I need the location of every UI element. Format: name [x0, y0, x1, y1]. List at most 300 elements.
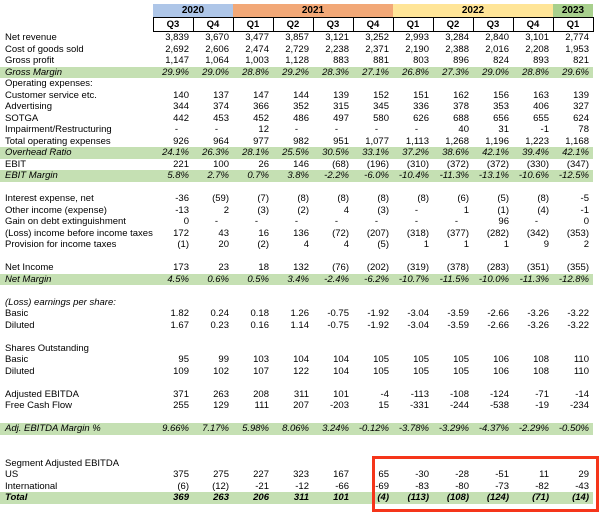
- cell: -3.26: [527, 319, 549, 331]
- cell: 2.7%: [193, 170, 233, 182]
- cell: 0.5%: [233, 274, 273, 286]
- cell: 96: [498, 216, 509, 227]
- cell: 1,223: [525, 135, 549, 147]
- row-label: (Loss) income before income taxes: [5, 227, 153, 239]
- cell: (8): [537, 193, 549, 204]
- cell: 111: [254, 400, 269, 411]
- cell: 33.1%: [353, 147, 393, 159]
- cell: (319): [406, 262, 429, 273]
- cell: 1,003: [245, 55, 269, 66]
- cell: 1,168: [565, 135, 589, 147]
- row-label: Interest expense, net: [5, 193, 94, 204]
- cell: 1: [503, 239, 509, 250]
- cell: 26.8%: [393, 67, 433, 79]
- cell: 25.5%: [273, 147, 313, 159]
- quarter-header-3-q2: Q2: [273, 18, 313, 32]
- cell: 162: [453, 89, 469, 101]
- cell: -3.29%: [433, 423, 473, 435]
- cell: 497: [333, 112, 349, 124]
- row-label: Adjusted EBITDA: [5, 388, 79, 400]
- cell: (202): [366, 262, 389, 273]
- cell: 0: [583, 216, 589, 227]
- row-other-income-expense: [0, 205, 593, 217]
- cell: 3,670: [205, 32, 229, 43]
- cell: -: [414, 204, 418, 216]
- cell: (1): [497, 204, 509, 216]
- cell: 4: [303, 239, 309, 250]
- row-label: Impairment/Restructuring: [5, 124, 112, 135]
- cell: (2): [257, 239, 269, 250]
- cell: -: [414, 216, 418, 227]
- cell: -12.8%: [553, 274, 593, 286]
- blank-cell: [0, 182, 593, 194]
- cell: 9.66%: [153, 423, 193, 435]
- cell: -14: [575, 388, 589, 400]
- cell: 3.4%: [273, 274, 313, 286]
- cell: -80: [455, 480, 469, 492]
- cell: -11.3%: [433, 170, 473, 182]
- cell: -2.66: [487, 308, 509, 319]
- cell: -69: [375, 480, 389, 492]
- cell: (353): [566, 227, 589, 239]
- cell: 173: [173, 262, 189, 273]
- cell: -3.26: [527, 308, 549, 319]
- cell: (372): [486, 158, 509, 170]
- cell: 2,238: [325, 43, 349, 55]
- cell: -538: [489, 400, 509, 411]
- row-label: Overhead Ratio: [0, 147, 153, 159]
- row-gain-on-debt-extinguishment: [0, 216, 593, 228]
- cell: 352: [293, 101, 309, 112]
- cell: (351): [526, 262, 549, 273]
- cell: 486: [293, 112, 309, 124]
- cell: -1: [580, 204, 589, 216]
- cell: (4): [537, 204, 549, 216]
- cell: 9: [543, 239, 549, 250]
- row-interest-expense-net: [0, 193, 593, 205]
- row-advertising: [0, 101, 593, 113]
- row-label: Basic: [5, 354, 29, 365]
- row-label: International: [5, 480, 58, 492]
- cell: 3,121: [325, 32, 349, 43]
- cell: 656: [493, 112, 509, 124]
- row-us: [0, 469, 593, 481]
- cell: 315: [333, 101, 349, 112]
- cell: -113: [410, 388, 429, 400]
- cell: -10.0%: [473, 274, 513, 286]
- row-label: Gross profit: [5, 55, 55, 66]
- cell: 2,840: [485, 32, 509, 43]
- cell: 29: [578, 469, 589, 480]
- cell: (7): [257, 193, 269, 204]
- row-international: [0, 481, 593, 493]
- cell: 0.6%: [193, 274, 233, 286]
- row-label: Operating expenses:: [5, 78, 93, 89]
- cell: -11.5%: [433, 274, 473, 286]
- cell: -: [374, 216, 378, 227]
- cell: 108: [533, 354, 549, 365]
- cell: (72): [332, 227, 349, 239]
- cell: 122: [293, 365, 309, 377]
- cell: 2: [583, 239, 589, 250]
- row-ebit: [0, 159, 593, 171]
- cell: 3,857: [285, 32, 309, 43]
- cell: 2,208: [525, 43, 549, 55]
- cell: (8): [337, 193, 349, 204]
- quarter-header-row: [0, 18, 593, 32]
- cell: 105: [373, 354, 389, 365]
- cell: 15: [378, 400, 389, 411]
- cell: (6): [457, 193, 469, 204]
- cell: 881: [373, 55, 389, 66]
- cell: 31: [498, 124, 509, 135]
- blank-row: [0, 377, 593, 389]
- cell: 263: [193, 492, 233, 504]
- cell: 101: [333, 388, 349, 400]
- cell: 4.5%: [153, 274, 193, 286]
- cell: -1.92: [367, 319, 389, 331]
- cell: -: [334, 216, 338, 227]
- cell: 327: [573, 101, 589, 112]
- quarterly-financials-table: [0, 4, 594, 504]
- cell: 4: [343, 204, 349, 216]
- row-impairment-restructuring: [0, 124, 593, 136]
- cell: 803: [413, 55, 429, 66]
- header-spacer: [0, 18, 153, 32]
- row-shares-outstanding: [0, 343, 593, 355]
- cell: -2.2%: [313, 170, 353, 182]
- row-label: US: [5, 469, 19, 480]
- cell: (378): [446, 262, 469, 273]
- cell: 1,953: [565, 43, 589, 55]
- cell: 0.7%: [233, 170, 273, 182]
- cell: 3.8%: [273, 170, 313, 182]
- quarter-header-4-q3: Q3: [313, 18, 353, 32]
- cell: 369: [153, 492, 193, 504]
- cell: (14): [553, 492, 593, 504]
- cell: (8): [417, 193, 429, 204]
- row-cost-of-goods-sold: [0, 44, 593, 56]
- quarter-header-0-q3: Q3: [153, 18, 193, 32]
- cell: 3,284: [445, 32, 469, 43]
- cell: (355): [566, 262, 589, 273]
- cell: 28.1%: [233, 147, 273, 159]
- quarter-header-9-q4: Q4: [513, 18, 553, 32]
- year-header-2021: 2021: [233, 4, 393, 18]
- cell: -36: [175, 193, 189, 204]
- cell: 20: [218, 239, 229, 250]
- cell: 109: [173, 365, 189, 377]
- cell: 453: [213, 112, 229, 124]
- cell: 624: [573, 112, 589, 124]
- blank-row: [0, 182, 593, 194]
- cell: (282): [486, 227, 509, 239]
- cell: (347): [566, 158, 589, 170]
- cell: 40: [458, 124, 469, 135]
- cell: -3.78%: [393, 423, 433, 435]
- cell: 1,064: [205, 55, 229, 66]
- cell: 345: [373, 101, 389, 112]
- cell: -203: [329, 400, 349, 411]
- cell: (68): [332, 158, 349, 170]
- cell: (283): [486, 262, 509, 273]
- cell: 8.06%: [273, 423, 313, 435]
- cell: -30: [415, 469, 429, 480]
- cell: -11.3%: [513, 274, 553, 286]
- cell: 105: [373, 365, 389, 377]
- row-label: Adj. EBITDA Margin %: [0, 423, 153, 435]
- cell: 1,147: [165, 55, 189, 66]
- cell: 104: [333, 354, 349, 365]
- cell: -244: [449, 400, 469, 411]
- row-label: EBIT Margin: [0, 170, 153, 182]
- cell: 156: [493, 89, 509, 101]
- blank-row: [0, 446, 593, 458]
- cell: -124: [489, 388, 509, 400]
- cell: 105: [453, 365, 469, 377]
- row-label: Customer service etc.: [5, 89, 97, 101]
- cell: -19: [535, 400, 549, 411]
- cell: 78: [578, 124, 589, 135]
- cell: 140: [173, 89, 189, 101]
- cell: 163: [533, 89, 549, 101]
- row-net-income: [0, 262, 593, 274]
- cell: -83: [415, 480, 429, 492]
- cell: 147: [253, 89, 269, 101]
- financial-statement-sheet: [0, 4, 600, 517]
- cell: 824: [493, 55, 509, 66]
- quarter-header-6-q1: Q1: [393, 18, 433, 32]
- row-label: Net revenue: [5, 31, 57, 43]
- cell: 1: [463, 239, 469, 250]
- empty-cell: [153, 343, 593, 355]
- cell: -0.75: [327, 308, 349, 319]
- cell: 227: [253, 469, 269, 480]
- cell: 2,606: [205, 43, 229, 55]
- cell: 38.6%: [433, 147, 473, 159]
- cell: 105: [413, 354, 429, 365]
- row-loss-earnings-per-share: [0, 297, 593, 309]
- cell: 221: [173, 158, 189, 170]
- blank-cell: [0, 412, 593, 424]
- cell: 2,729: [285, 43, 309, 55]
- blank-cell: [0, 377, 593, 389]
- cell: -3.59: [447, 308, 469, 319]
- cell: 336: [413, 101, 429, 112]
- cell: 95: [178, 354, 189, 365]
- cell: 28.3%: [313, 67, 353, 79]
- cell: -10.6%: [513, 170, 553, 182]
- cell: 106: [493, 365, 509, 377]
- row-total-operating-expenses: [0, 136, 593, 148]
- cell: -10.4%: [393, 170, 433, 182]
- blank-row: [0, 412, 593, 424]
- row-label: Net Margin: [0, 274, 153, 286]
- cell: (196): [366, 158, 389, 170]
- quarter-header-10-q1: Q1: [553, 18, 593, 32]
- cell: 275: [213, 469, 229, 480]
- cell: -: [254, 216, 258, 227]
- cell: 2,388: [445, 43, 469, 55]
- cell: 102: [213, 365, 229, 377]
- cell: 263: [213, 388, 229, 400]
- cell: -10.7%: [393, 274, 433, 286]
- cell: 371: [173, 388, 189, 400]
- cell: -: [334, 124, 338, 135]
- cell: 105: [413, 365, 429, 377]
- cell: 18: [258, 262, 269, 273]
- cell: -3.04: [407, 319, 429, 331]
- cell: 27.1%: [353, 67, 393, 79]
- cell: -: [214, 124, 218, 135]
- row-operating-expenses: [0, 78, 593, 90]
- quarter-header-8-q3: Q3: [473, 18, 513, 32]
- cell: 2,190: [405, 43, 429, 55]
- cell: 1,113: [405, 135, 429, 147]
- cell: (318): [406, 227, 429, 239]
- cell: 28.8%: [233, 67, 273, 79]
- cell: -: [214, 216, 218, 227]
- year-header-2023: 2023: [553, 4, 593, 18]
- cell: 1: [463, 204, 469, 216]
- cell: 353: [493, 101, 509, 112]
- cell: (6): [177, 480, 189, 492]
- row-basic: [0, 354, 593, 366]
- cell: 151: [413, 89, 429, 101]
- cell: (76): [332, 262, 349, 273]
- cell: 5.98%: [233, 423, 273, 435]
- blank-row: [0, 285, 593, 297]
- cell: (5): [377, 239, 389, 250]
- cell: (8): [377, 193, 389, 204]
- cell: -: [294, 124, 298, 135]
- cell: 65: [378, 469, 389, 480]
- blank-cell: [0, 435, 593, 447]
- cell: -: [294, 216, 298, 227]
- cell: (8): [297, 193, 309, 204]
- cell: -0.50%: [553, 423, 593, 435]
- year-header-2020: 2020: [153, 4, 233, 18]
- quarter-header-2-q1: Q1: [233, 18, 273, 32]
- row-adjusted-ebitda: [0, 389, 593, 401]
- cell: 104: [333, 365, 349, 377]
- cell: (113): [393, 492, 433, 504]
- blank-cell: [0, 446, 593, 458]
- row-diluted: [0, 366, 593, 378]
- cell: 26.3%: [193, 147, 233, 159]
- cell: 16: [258, 227, 269, 239]
- row-label: (Loss) earnings per share:: [5, 296, 116, 308]
- row-free-cash-flow: [0, 400, 593, 412]
- cell: (1): [177, 239, 189, 250]
- cell: (4): [353, 492, 393, 504]
- cell: 344: [173, 101, 189, 112]
- cell: 2,016: [485, 43, 509, 55]
- cell: (342): [526, 227, 549, 239]
- cell: 110: [573, 365, 589, 377]
- empty-cell: [153, 78, 593, 90]
- row-label: Advertising: [5, 101, 52, 112]
- cell: 208: [253, 388, 269, 400]
- cell: 29.6%: [553, 67, 593, 79]
- cell: 893: [533, 55, 549, 66]
- cell: 99: [218, 354, 229, 365]
- cell: 688: [453, 112, 469, 124]
- cell: 896: [453, 55, 469, 66]
- cell: 2: [223, 204, 229, 216]
- cell: 39.4%: [513, 147, 553, 159]
- blank-cell: [0, 251, 593, 263]
- cell: -6.2%: [353, 274, 393, 286]
- cell: 42.1%: [553, 147, 593, 159]
- quarter-header-5-q4: Q4: [353, 18, 393, 32]
- row-label: Free Cash Flow: [5, 400, 73, 411]
- cell: 24.1%: [153, 147, 193, 159]
- cell: -5: [580, 193, 589, 204]
- cell: (59): [212, 193, 229, 204]
- cell: -: [534, 216, 538, 227]
- cell: 0: [183, 216, 189, 227]
- cell: 378: [453, 101, 469, 112]
- cell: -3.04: [407, 308, 429, 319]
- cell: -108: [449, 388, 469, 400]
- cell: 951: [333, 135, 349, 147]
- cell: 42.1%: [473, 147, 513, 159]
- cell: -12: [295, 480, 309, 492]
- cell: -0.75: [327, 319, 349, 331]
- cell: 580: [373, 112, 389, 124]
- header-spacer: [0, 4, 153, 18]
- cell: 2,774: [565, 32, 589, 43]
- cell: -13.1%: [473, 170, 513, 182]
- cell: 1.26: [290, 308, 309, 319]
- cell: -234: [569, 400, 589, 411]
- cell: -0.12%: [353, 423, 393, 435]
- cell: 0.23: [210, 319, 229, 331]
- cell: 26: [258, 158, 269, 170]
- cell: 136: [293, 227, 309, 239]
- cell: -73: [495, 480, 509, 492]
- cell: 323: [293, 469, 309, 480]
- cell: -21: [255, 480, 269, 492]
- row-label: Cost of goods sold: [5, 43, 84, 55]
- cell: (12): [212, 480, 229, 492]
- row-label: Provision for income taxes: [5, 239, 117, 250]
- row-label: Net Income: [5, 262, 54, 273]
- cell: 964: [213, 135, 229, 147]
- cell: 821: [573, 55, 589, 66]
- cell: (124): [473, 492, 513, 504]
- cell: 207: [293, 400, 309, 411]
- cell: 28.8%: [513, 67, 553, 79]
- row-label: Shares Outstanding: [5, 342, 89, 354]
- row-gross-margin: [0, 67, 593, 79]
- row-label: Gain on debt extinguishment: [5, 216, 126, 227]
- cell: 1: [423, 239, 429, 250]
- cell: -3.22: [567, 319, 589, 331]
- cell: 107: [253, 365, 269, 377]
- cell: -28: [455, 469, 469, 480]
- cell: -: [374, 124, 378, 135]
- cell: 29.0%: [473, 67, 513, 79]
- cell: 106: [493, 354, 509, 365]
- row-adj-ebitda-margin: [0, 423, 593, 435]
- cell: -: [174, 124, 178, 135]
- cell: 172: [173, 227, 189, 239]
- cell: -331: [409, 400, 429, 411]
- row-label: Gross Margin: [0, 67, 153, 79]
- cell: 0.16: [250, 319, 269, 331]
